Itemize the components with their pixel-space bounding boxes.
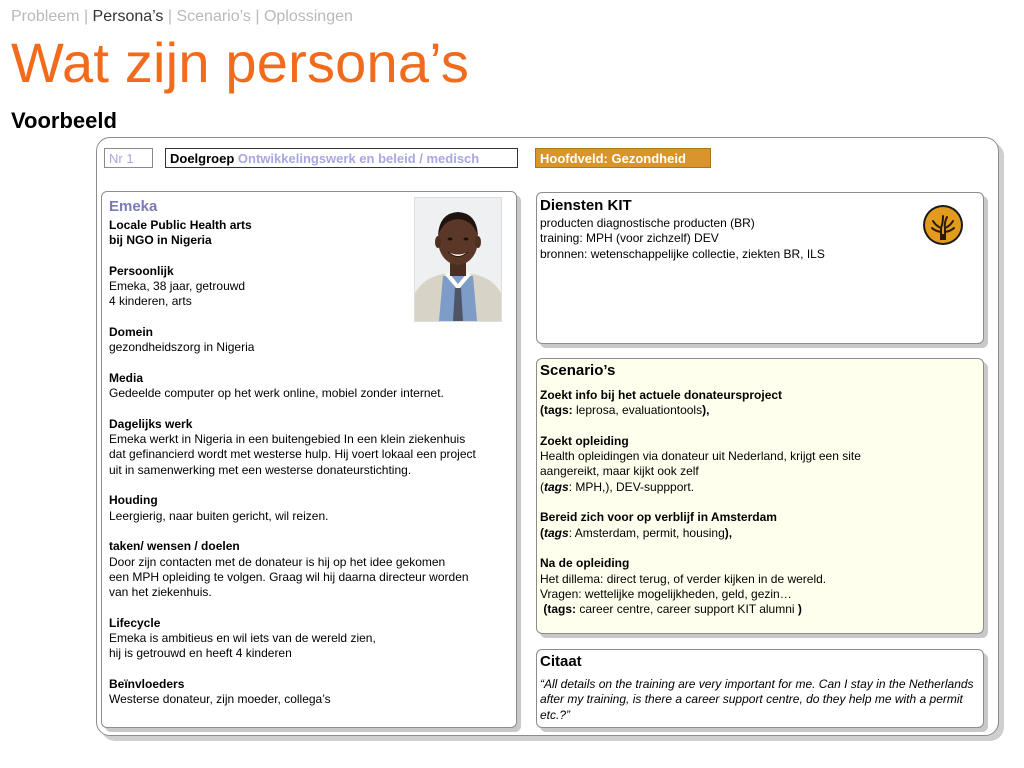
section-heading: Media [109, 370, 144, 385]
scenario-line: aangereikt, maar kijkt ook zelf [540, 464, 699, 479]
section-line: hij is getrouwd en heeft 4 kinderen [109, 646, 292, 661]
persona-role: Locale Public Health arts [109, 218, 252, 232]
scenarios-title: Scenario’s [540, 362, 616, 379]
section-heading: Domein [109, 325, 154, 340]
scenario-tags: (tags: leprosa, evaluationtools), [540, 403, 710, 418]
section-heading: Lifecycle [109, 615, 161, 630]
tags-label: tags [544, 479, 569, 494]
tags-value: leprosa, evaluationtools [576, 403, 703, 418]
breadcrumb-item-scenarios[interactable]: Scenario’s [176, 8, 251, 25]
section-line: Leergierig, naar buiten gericht, wil reizen. [109, 508, 329, 523]
doelgroep-tag [165, 148, 518, 168]
scenario-title: Bereid zich voor op verblijf in Amsterdam [540, 510, 777, 525]
breadcrumb-item-oplossingen[interactable]: Oplossingen [263, 8, 353, 25]
section-line: dat gefinancierd wordt met westerse hulp. Hij voert lokaal een project [109, 447, 476, 462]
section-line: Westerse donateur, zijn moeder, collega’s [109, 692, 331, 707]
scenario-tags: (tags: career centre, career support KIT alumni ) [543, 602, 802, 617]
doelgroep-label: Doelgroep [170, 151, 235, 166]
section-line: een MPH opleiding te volgen. Graag wil hij daarna directeur worden [109, 569, 469, 584]
section-line: Door zijn contacten met de donateur is hij op het idee gekomen [109, 554, 446, 569]
breadcrumb-item-personas[interactable]: Persona’s [92, 8, 164, 25]
scenario-title: Zoekt opleiding [540, 433, 629, 448]
persona-name: Emeka [109, 198, 158, 215]
section-heading: Dagelijks werk [109, 416, 193, 431]
section-line: van het ziekenhuis. [109, 585, 212, 600]
breadcrumb-separator: | [83, 8, 93, 25]
page-subtitle: Voorbeeld [11, 108, 117, 133]
section-line: Gedeelde computer op het werk online, mobiel zonder internet. [109, 386, 444, 401]
section-heading: Beïnvloeders [109, 676, 185, 691]
scenario-title: Zoekt info bij het actuele donateursproject [540, 388, 783, 402]
scenario-line: Health opleidingen via donateur uit Nederland, krijgt een site [540, 449, 861, 464]
tags-label: tags: [544, 403, 573, 418]
tags-value: : MPH,), DEV-suppport. [568, 479, 695, 494]
breadcrumb-separator: | [167, 8, 177, 25]
section-heading: Houding [109, 493, 158, 508]
breadcrumb-separator: | [255, 8, 264, 25]
kit-tree-logo-icon [922, 204, 964, 246]
diensten-line: producten diagnostische producten (BR) [540, 216, 755, 230]
persona-photo [414, 197, 502, 322]
diensten-line: bronnen: wetenschappelijke collectie, ziekten BR, ILS [540, 246, 825, 261]
portrait-photo-icon [415, 198, 501, 321]
breadcrumb [11, 8, 353, 26]
tags-value: career centre, career support KIT alumni [579, 602, 795, 617]
citaat-title: Citaat [540, 653, 582, 670]
section-line: Emeka, 38 jaar, getrouwd [109, 279, 246, 294]
section-line: 4 kinderen, arts [109, 294, 192, 309]
tags-value: : Amsterdam, permit, housing [568, 525, 725, 540]
scenario-title: Na de opleiding [540, 556, 630, 571]
section-line: uit in samenwerking met een westerse donateurstichting. [109, 462, 412, 477]
citaat-content [540, 653, 976, 723]
scenario-line: Het dillema: direct terug, of verder kijken in de wereld. [540, 571, 827, 586]
tags-label: tags [544, 525, 569, 540]
scenario-tags: (tags: MPH,), DEV-suppport. [540, 479, 695, 494]
doelgroep-value: Ontwikkelingswerk en beleid / medisch [237, 151, 480, 166]
diensten-title: Diensten KIT [540, 197, 632, 214]
breadcrumb-item-probleem[interactable]: Probleem [11, 8, 80, 25]
page-title: Wat zijn persona’s [11, 31, 470, 94]
diensten-content [540, 197, 920, 262]
scenario-line: Vragen: wettelijke mogelijkheden, geld, gezin… [540, 586, 792, 601]
scenarios-content [540, 362, 970, 617]
tags-label: tags: [547, 602, 577, 617]
citaat-text: “All details on the training are very important for me. Can I stay in the Netherlands after my training, is there a career support centre, do they help me with a permit etc.?” [540, 677, 974, 722]
section-line: gezondheidszorg in Nigeria [109, 340, 255, 355]
scenario-tags: (tags: Amsterdam, permit, housing), [540, 525, 733, 540]
persona-number-tag: Nr 1 [104, 148, 153, 168]
section-heading: Persoonlijk [109, 263, 174, 278]
section-heading: taken/ wensen / doelen [109, 539, 240, 554]
hoofdveld-tag: Hoofdveld: Gezondheid [535, 148, 711, 168]
persona-organisation: bij NGO in Nigeria [109, 233, 212, 248]
section-line: Emeka werkt in Nigeria in een buitengebied In een klein ziekenhuis [109, 432, 466, 447]
section-line: Emeka is ambitieus en wil iets van de wereld zien, [109, 631, 376, 646]
diensten-line: training: MPH (voor zichzelf) DEV [540, 231, 719, 246]
